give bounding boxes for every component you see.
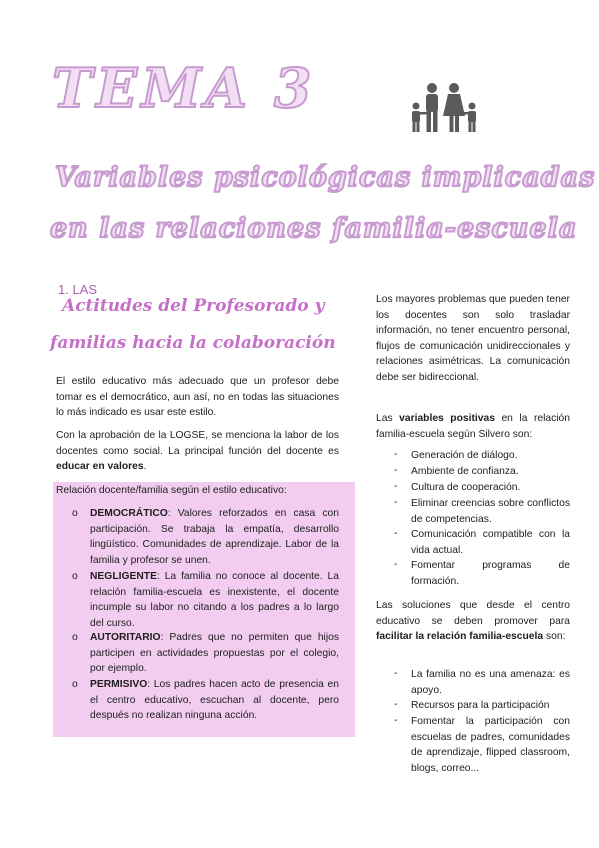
style-desc: : Valores reforzados en casa con participación. Se trabaja la empatía, desarrollo lingüístico. Comunidades de aprendizaje. Labor de la familia y profesor se unen.	[90, 508, 339, 566]
style-desc: : La familia no conoce al docente. La relación familia-escuela es inexistente, el docente incumple su labor no citando a los padres a lo largo del curso.	[90, 571, 339, 629]
style-term: AUTORITARIO	[90, 632, 161, 643]
intro-paragraph: El estilo educativo más adecuado que un profesor debe tomar es el democrático, aun así, no en todas las situaciones lo más indicado es usar este estilo.	[56, 376, 339, 418]
bullet-icon: o	[72, 679, 78, 690]
logse-text: Con la aprobación de la LOGSE, se menciona la labor de los docentes como social. La principal función del docente es	[56, 430, 339, 457]
dash-icon: -	[394, 497, 398, 508]
solutions-bold-text: facilitar la relación familia-escuela	[376, 631, 544, 642]
logse-paragraph	[56, 428, 339, 475]
solution-item: Fomentar la participación con escuelas de padres, comunidades de aprendizaje, flipped classroom, blogs, correo...	[411, 716, 570, 774]
positive-item: Generación de diálogo.	[411, 450, 518, 461]
section-heading-line-2: familias hacia la colaboración	[50, 333, 336, 353]
dash-icon: -	[394, 465, 398, 476]
section-number: 1. LAS	[58, 282, 98, 297]
solution-item: La familia no es una amenaza: es apoyo.	[411, 669, 570, 696]
page-title: TEMA 3	[52, 56, 316, 120]
logse-period: .	[143, 461, 147, 472]
solutions-text-end: son:	[543, 631, 566, 642]
solutions-text: Las soluciones que desde el centro educativo se deben promover para	[376, 600, 570, 627]
style-term: PERMISIVO	[90, 679, 148, 690]
style-term: DEMOCRÁTICO	[90, 508, 168, 519]
positive-item: Eliminar creencias sobre conflictos de competencias.	[411, 498, 570, 525]
dash-icon: -	[394, 715, 398, 726]
positive-item: Fomentar programas de formación.	[411, 560, 570, 587]
page-subtitle-line-2: en las relaciones familia-escuela	[50, 213, 578, 244]
style-item-permisivo	[90, 677, 339, 724]
section-heading-line-1: Actitudes del Profesorado y	[62, 296, 325, 316]
dash-icon: -	[394, 449, 398, 460]
variables-text: Las	[376, 413, 400, 424]
bullet-icon: o	[72, 632, 78, 643]
family-icon	[410, 82, 480, 134]
dash-icon: -	[394, 668, 398, 679]
style-item-autoritario	[90, 630, 339, 677]
dash-icon: -	[394, 699, 398, 710]
dash-icon: -	[394, 559, 398, 570]
positive-item: Comunicación compatible con la vida actual.	[411, 529, 570, 556]
problems-paragraph: Los mayores problemas que pueden tener los docentes son solo trasladar información, no tener encuentro personal, flujos de comunicación unidireccionales y relaciones asimétricas. La comunicación debe ser bidireccional.	[376, 294, 570, 383]
positive-item: Ambiente de confianza.	[411, 466, 519, 477]
bullet-icon: o	[72, 508, 78, 519]
variables-bold-text: variables positivas	[399, 413, 495, 424]
variables-paragraph	[376, 411, 570, 442]
style-term: NEGLIGENTE	[90, 571, 157, 582]
style-item-democratico	[90, 506, 339, 568]
bullet-icon: o	[72, 571, 78, 582]
positive-item: Cultura de cooperación.	[411, 482, 521, 493]
solutions-paragraph	[376, 598, 570, 645]
style-item-negligente	[90, 569, 339, 631]
styles-box-heading: Relación docente/familia según el estilo educativo:	[56, 485, 287, 496]
variables-text-end: en la relación familia-escuela según Silvero son:	[376, 413, 571, 440]
logse-bold-text: educar en valores	[56, 461, 144, 472]
page-subtitle-line-1: Variables psicológicas implicadas	[55, 162, 596, 193]
solution-item: Recursos para la participación	[411, 700, 550, 711]
dash-icon: -	[394, 481, 398, 492]
style-desc: : Padres que no permiten que hijos participen en actividades propuestas por el colegio, por ejemplo.	[90, 632, 339, 674]
style-desc: : Los padres hacen acto de presencia en el centro educativo, escuchan al docente, pero después no realizan ninguna acción.	[90, 679, 339, 721]
dash-icon: -	[394, 528, 398, 539]
